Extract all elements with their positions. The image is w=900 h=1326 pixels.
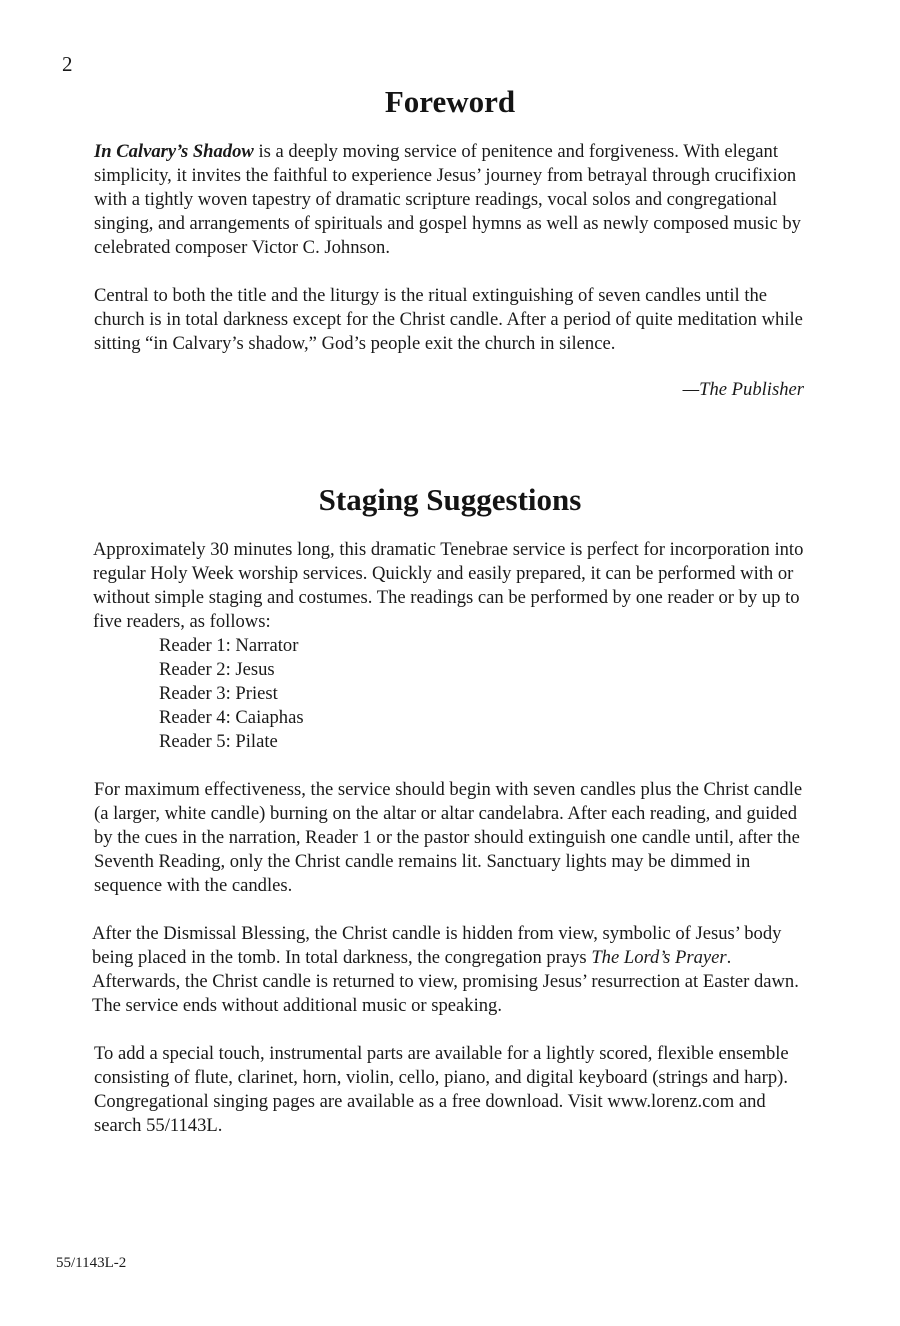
staging-paragraph-1: Approximately 30 minutes long, this dramatic Tenebrae service is perfect for incorporation into regular Holy Week worship services. Quickly and easily prepared, it can be performed with or without simple staging and costumes. The readings can be performed by one reader or by up to five readers, as follows: [93, 539, 804, 632]
footer-catalog-code: 55/1143L-2 [56, 1255, 127, 1271]
reader-list [159, 634, 304, 754]
staging-paragraph-3 [92, 922, 812, 1018]
foreword-heading: Foreword [384, 84, 516, 119]
page-number: 2 [62, 52, 73, 76]
staging-paragraph-2: For maximum effectiveness, the service should begin with seven candles plus the Christ candle (a larger, white candle) burning on the altar or altar candelabra. After each reading, and guided by the cues in the narration, Reader 1 or the pastor should extinguish one candle until, after the Seventh Reading, only the Christ candle remains lit. Sanctuary lights may be dimmed in sequence with the candles. [94, 779, 803, 896]
prayer-title: The Lord’s Prayer [591, 947, 727, 968]
reader-item: Reader 4: Caiaphas [159, 707, 304, 728]
staging-paragraph-4: To add a special touch, instrumental parts are available for a lightly scored, flexible ensemble consisting of flute, clarinet, horn, violin, cello, piano, and digital keyboard (strings and harp). Congregational singing pages are available as a free download. Visit www.lorenz.com and search 55/1143L. [94, 1043, 789, 1136]
foreword-paragraph-2: Central to both the title and the liturgy is the ritual extinguishing of seven candles until the church is in total darkness except for the Christ candle. After a period of quite meditation while sitting “in Calvary’s shadow,” God’s people exit the church in silence. [94, 285, 803, 354]
reader-item: Reader 1: Narrator [159, 635, 299, 656]
reader-item: Reader 2: Jesus [159, 659, 275, 680]
reader-item: Reader 5: Pilate [159, 731, 278, 752]
reader-item: Reader 3: Priest [159, 683, 278, 704]
staging-paragraph-3-part-a: After the Dismissal Blessing, the Christ candle is hidden from view, symbolic of Jesus’ body being placed in the tomb. In total darkness, the congregation prays [92, 923, 782, 968]
staging-paragraph-3-part-b: . Afterwards, the Christ candle is returned to view, promising Jesus’ resurrection at Easter dawn. The service ends without additional music or speaking. [92, 947, 799, 1016]
staging-heading: Staging Suggestions [318, 482, 582, 517]
foreword-paragraph-1-text: is a deeply moving service of penitence and forgiveness. With elegant simplicity, it invites the faithful to experience Jesus’ journey from betrayal through crucifixion with a tightly woven tapestry of dramatic scripture readings, vocal solos and congregational singing, and arrangements of spirituals and gospel hymns as well as newly composed music by celebrated composer Victor C. Johnson. [94, 141, 801, 258]
work-title: In Calvary’s Shadow [94, 141, 254, 162]
publisher-attribution: —The Publisher [682, 379, 804, 400]
foreword-paragraph-1 [94, 140, 814, 260]
